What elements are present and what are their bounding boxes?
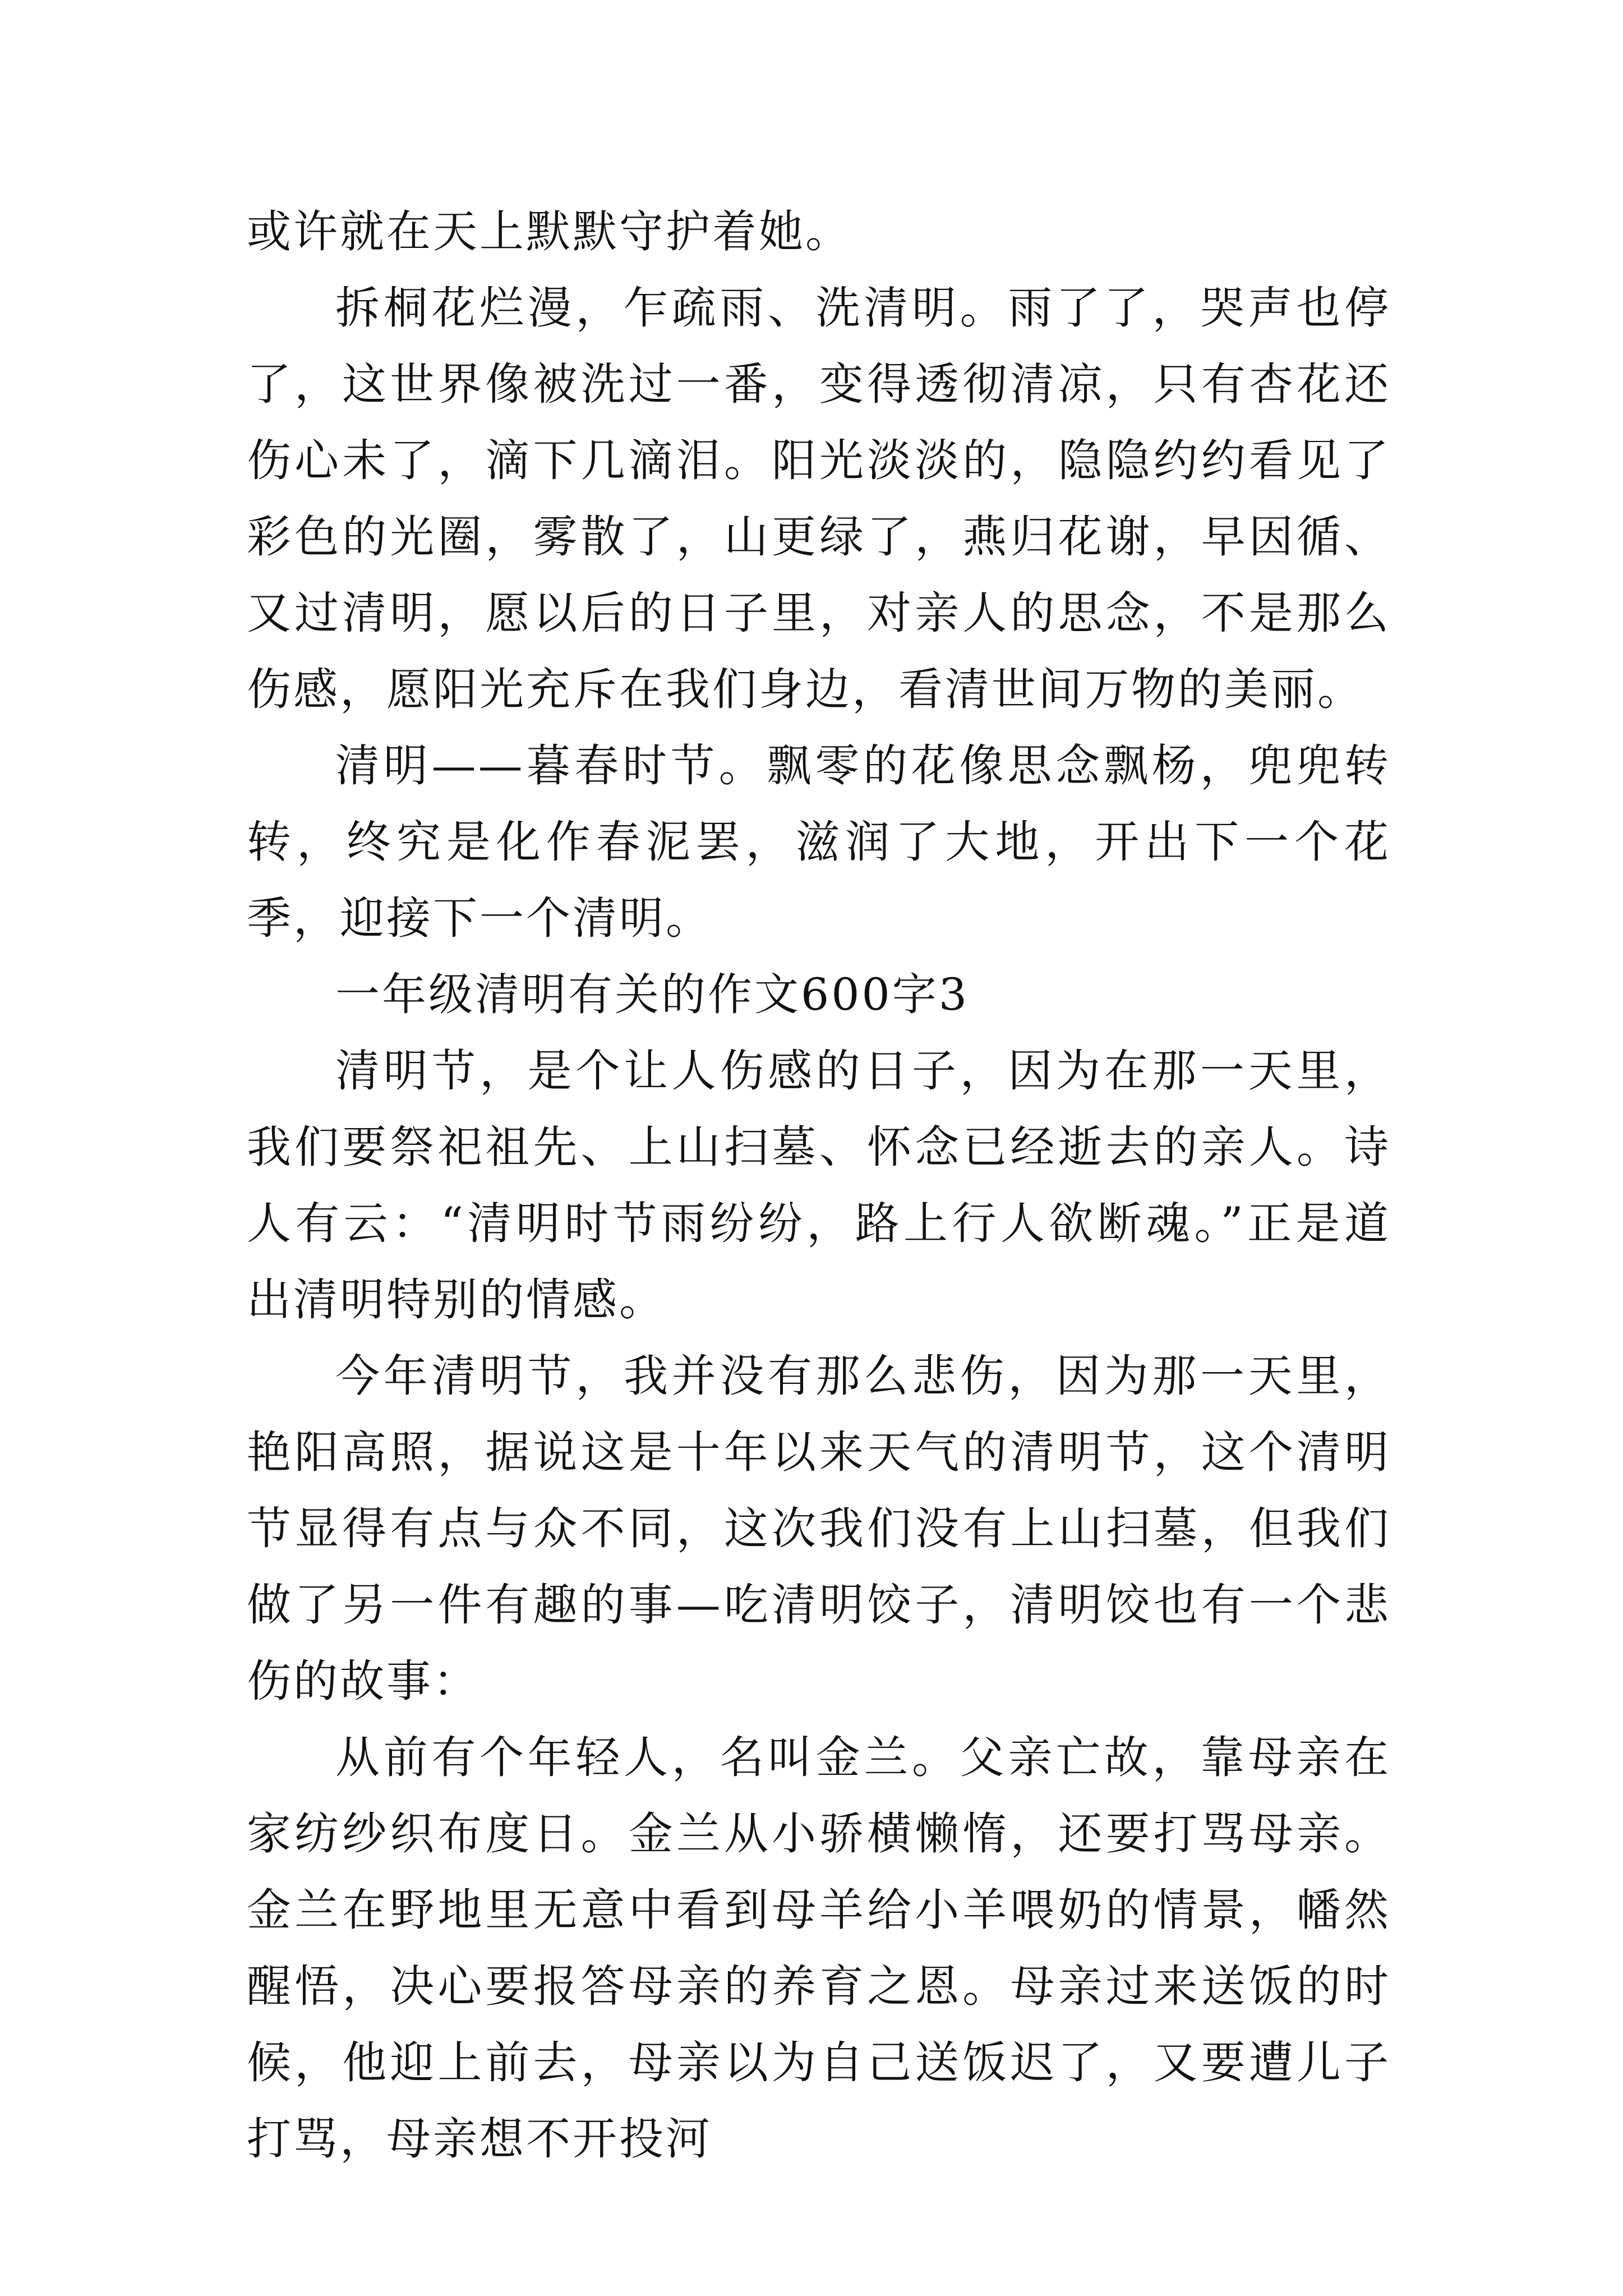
paragraph-continuation: 或许就在天上默默守护着她。 — [247, 206, 852, 257]
paragraph: 清明节，是个让人伤感的日子，因为在那一天里，我们要祭祀祖先、上山扫墓、怀念已经逝去的亲人。诗人有云：“清明时节雨纷纷，路上行人欲断魂。”正是道出清明特别的情感。 — [247, 1045, 1391, 1326]
paragraph: 清明——暮春时节。飘零的花像思念飘杨，兜兜转转，终究是化作春泥罢，滋润了大地，开出下一个花季，迎接下一个清明。 — [247, 740, 1391, 944]
paragraph: 拆桐花烂漫，乍疏雨、洗清明。雨了了，哭声也停了，这世界像被洗过一番，变得透彻清凉，只有杏花还伤心未了，滴下几滴泪。阳光淡淡的，隐隐约约看见了彩色的光圈，雾散了，山更绿了，燕归花谢，早因循、又过清明，愿以后的日子里，对亲人的思念，不是那么伤感，愿阳光充斥在我们身边，看清世间万物的美丽。 — [247, 282, 1391, 715]
paragraph: 今年清明节，我并没有那么悲伤，因为那一天里，艳阳高照，据说这是十年以来天气的清明节，这个清明节显得有点与众不同，这次我们没有上山扫墓，但我们做了另一件有趣的事—吃清明饺子，清明饺也有一个悲伤的故事： — [247, 1350, 1391, 1707]
paragraph: 从前有个年轻人，名叫金兰。父亲亡故，靠母亲在家纺纱织布度日。金兰从小骄横懒惰，还要打骂母亲。金兰在野地里无意中看到母羊给小羊喂奶的情景，幡然醒悟，决心要报答母亲的养育之恩。母亲过来送饭的时候，他迎上前去，母亲以为自己送饭迟了，又要遭儿子打骂，母亲想不开投河 — [247, 1732, 1391, 2165]
essay-heading: 一年级清明有关的作文600字3 — [335, 969, 970, 1020]
document-body — [247, 194, 1391, 2177]
